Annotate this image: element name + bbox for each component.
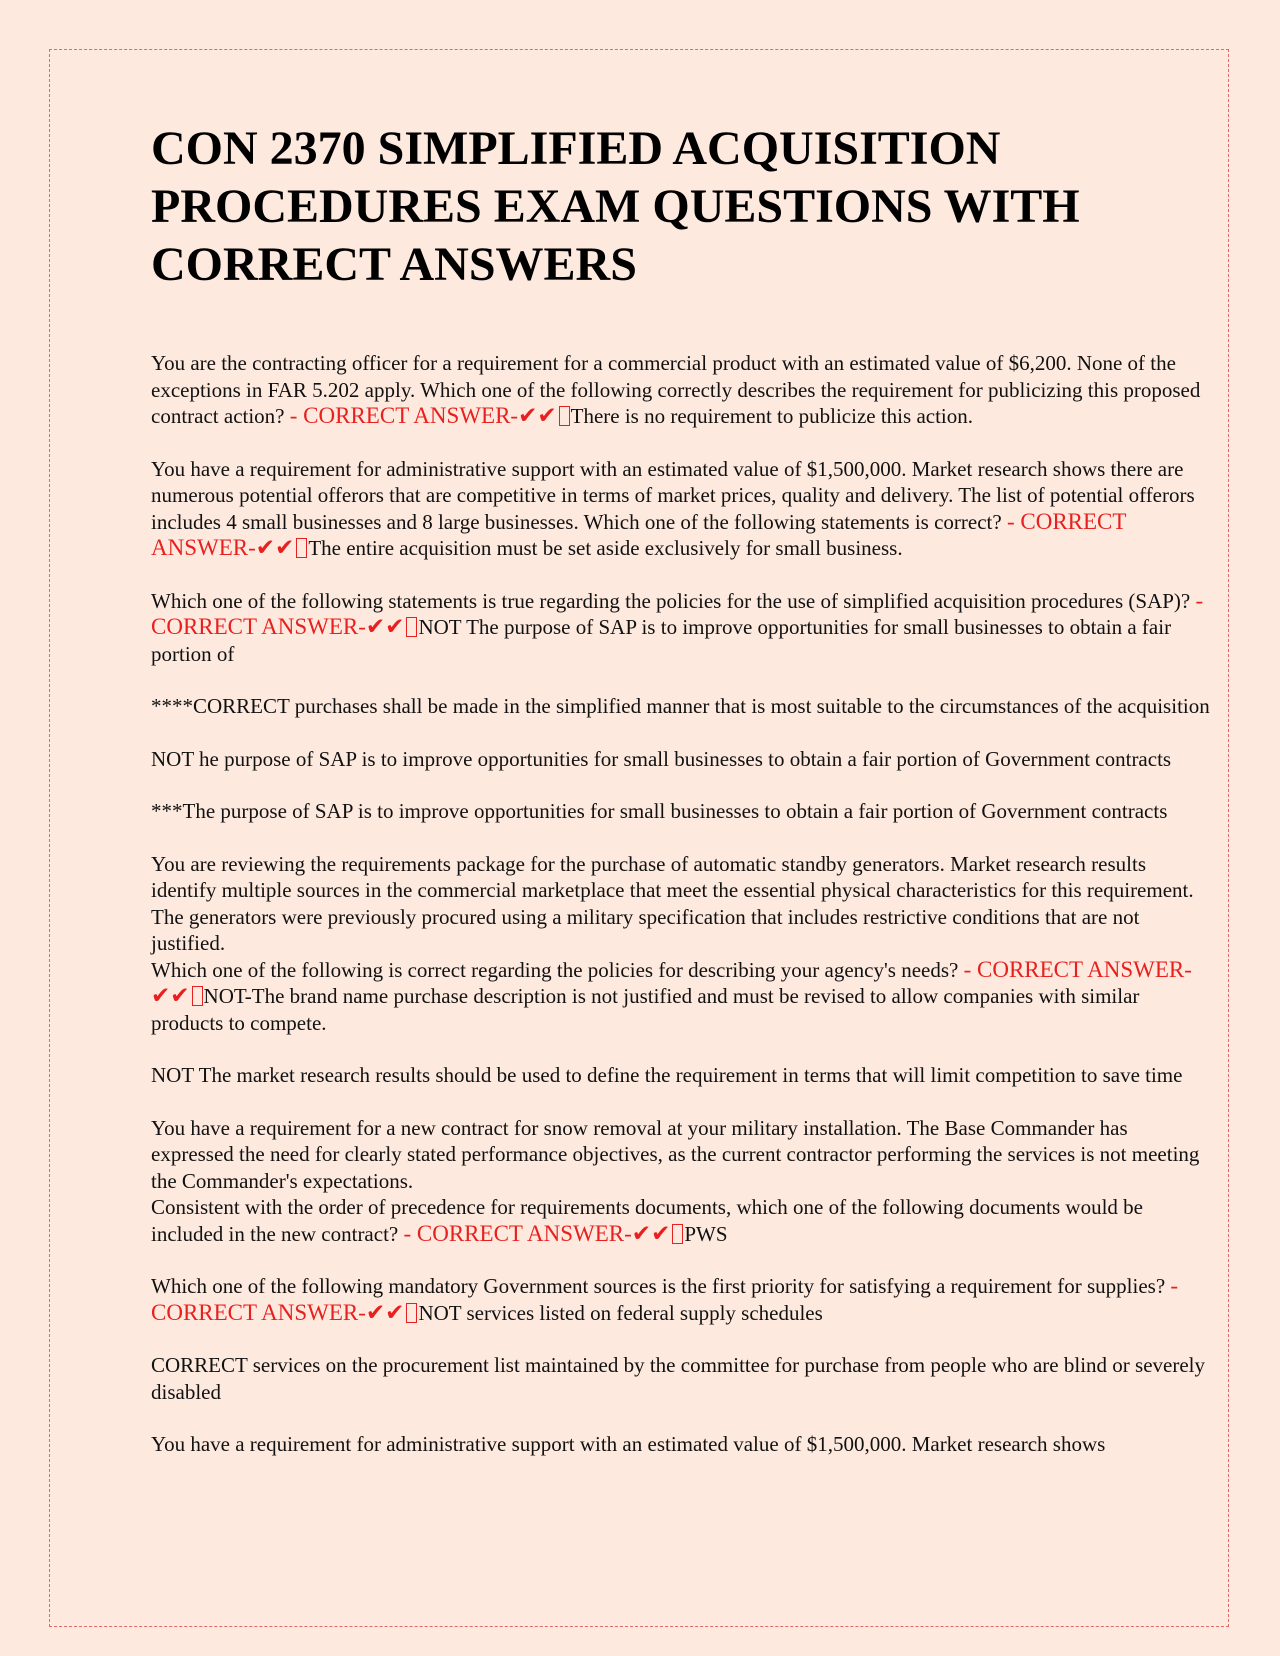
missing-glyph-box-icon (296, 538, 307, 558)
question-text: You have a requirement for administrative support with an estimated value of $1,500,000. Market research shows there are numerous potential offerors that are competitive in terms of market prices, quality and delivery. The list of potential offerors includes 4 small businesses and 8 large businesses. Which one of the following statements is correct? (151, 456, 1195, 534)
answer-note: ****CORRECT purchases shall be made in the simplified manner that is most suitable to the circumstances of the acquisition (151, 694, 1210, 718)
question-text: Which one of the following mandatory Government sources is the first priority for satisfying a requirement for supplies? (151, 1274, 1166, 1298)
answer-text: NOT-The brand name purchase description is not justified and must be revised to allow companies with similar products to compete. (151, 984, 1140, 1035)
correct-answer-marker: - CORRECT ANSWER-✔✔ (151, 508, 1127, 560)
question-context: You are reviewing the requirements package for the purchase of automatic standby generators. Market research results identify multiple sources in the commercial marketplace that meet the essential physical characteristics for this requirement. The generators were previously procured using a military specification that includes restrictive conditions that are not justified. (151, 851, 1194, 955)
missing-glyph-box-icon (559, 406, 570, 426)
missing-glyph-box-icon (406, 617, 417, 637)
question-text: You are the contracting officer for a requirement for a commercial product with an estimated value of $6,200. None of the exceptions in FAR 5.202 apply. Which one of the following correctly describes the requirement for publicizing this proposed contract action? (151, 351, 1201, 428)
answer-text: NOT services listed on federal supply schedules (418, 1300, 823, 1325)
answer-note: ***The purpose of SAP is to improve opportunities for small businesses to obtain a fair portion of Government contracts (151, 799, 1168, 823)
correct-answer-marker: - CORRECT ANSWER-✔✔ (151, 956, 1192, 1008)
missing-glyph-box-icon (672, 1224, 683, 1244)
question-1 (151, 350, 1211, 430)
answer-text: NOT The purpose of SAP is to improve opportunities for small businesses to obtain a fair portion of (151, 615, 1172, 666)
question-text: Consistent with the order of precedence for requirements documents, which one of the following documents would be included in the new contract? (151, 1195, 1143, 1246)
answer-text: There is no requirement to publicize this action. (570, 404, 973, 428)
question-2 (151, 456, 1211, 562)
correct-answer-marker: - CORRECT ANSWER-✔✔ (289, 403, 557, 428)
page-border (49, 49, 1229, 1627)
correct-answer-marker: - CORRECT ANSWER-✔✔ (151, 1273, 1179, 1325)
answer-text: PWS (684, 1221, 728, 1246)
missing-glyph-box-icon (192, 986, 203, 1006)
answer-text: The entire acquisition must be set aside exclusively for small business. (308, 536, 903, 560)
question-5 (151, 1115, 1211, 1248)
question-3 (151, 588, 1211, 668)
document-title: CON 2370 SIMPLIFIED ACQUISITION PROCEDURES EXAM QUESTIONS WITH CORRECT ANSWERS (151, 122, 1080, 291)
answer-note: CORRECT services on the procurement list maintained by the committee for purchase from people who are blind or severely disabled (151, 1353, 1205, 1404)
question-text: Which one of the following statements is true regarding the policies for the use of simplified acquisition procedures (SAP)? (151, 588, 1191, 613)
question-4 (151, 851, 1211, 1037)
question-7-start: You have a requirement for administrative support with an estimated value of $1,500,000. Market research shows (151, 1432, 1106, 1456)
document-content (151, 120, 1211, 1484)
correct-answer-marker: - CORRECT ANSWER-✔✔ (403, 1220, 671, 1246)
answer-note: NOT he purpose of SAP is to improve opportunities for small businesses to obtain a fair portion of Government contracts (151, 746, 1172, 771)
missing-glyph-box-icon (406, 1303, 417, 1323)
answer-note: NOT The market research results should be used to define the requirement in terms that will limit competition to save time (151, 1063, 1183, 1087)
question-context: You have a requirement for a new contract for snow removal at your military installation. The Base Commander has expressed the need for clearly stated performance objectives, as the current contractor performing the services is not meeting the Commander's expectations. (151, 1115, 1200, 1193)
question-6 (151, 1273, 1211, 1326)
question-text: Which one of the following is correct regarding the policies for describing your agency's needs? (151, 957, 959, 982)
correct-answer-marker: - CORRECT ANSWER-✔✔ (151, 587, 1204, 639)
